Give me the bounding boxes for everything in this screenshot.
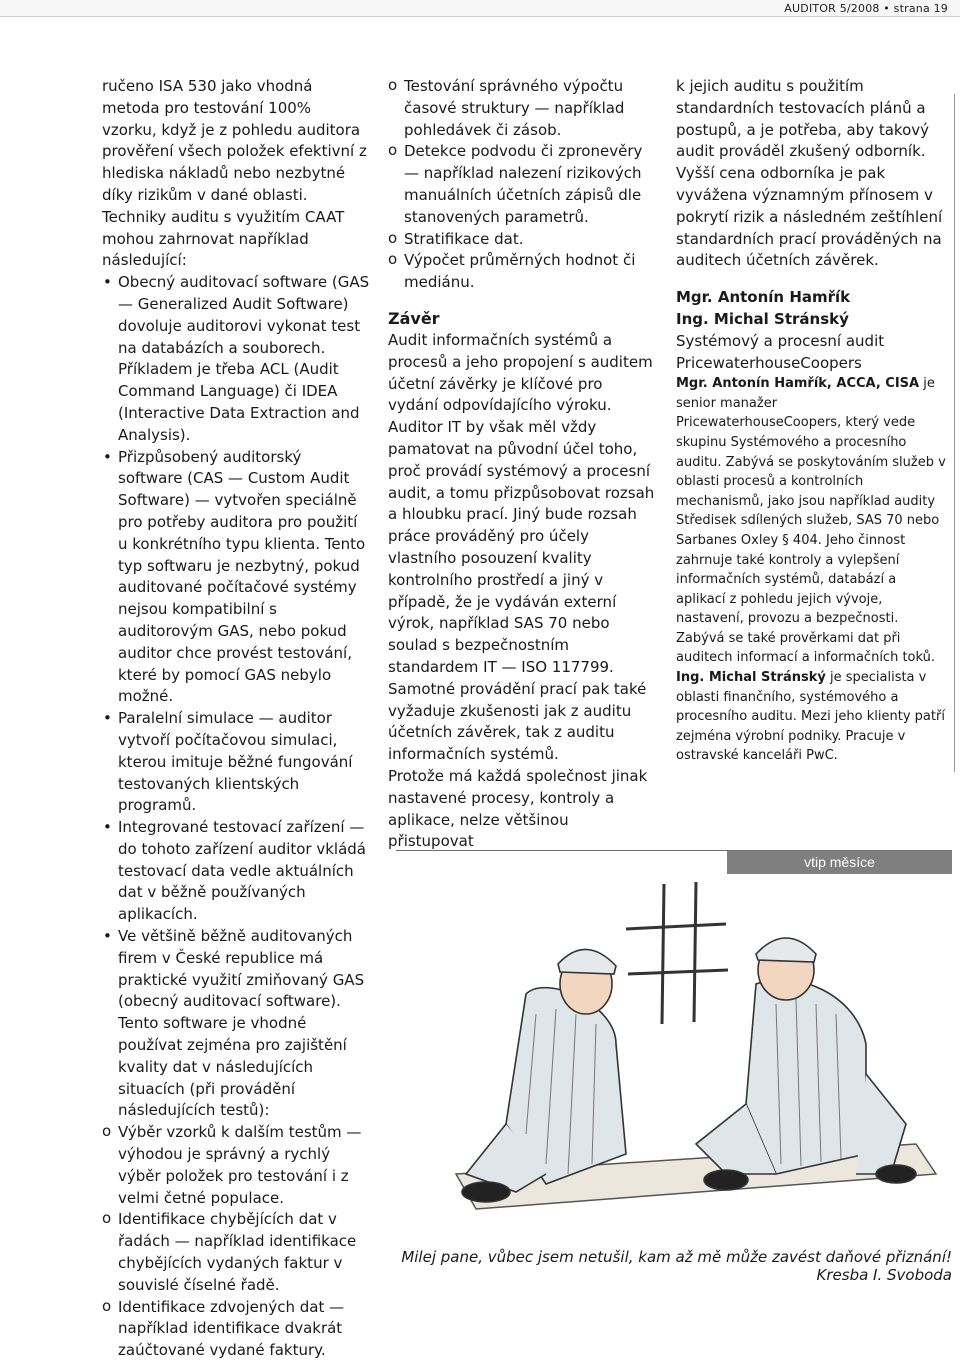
author-bio-1: [676, 374, 946, 668]
caat-bullet-list: [102, 272, 370, 1013]
affiliation-2: PricewaterhouseCoopers: [676, 354, 862, 373]
cartoon-label: vtip měsíce: [727, 851, 952, 874]
column-1: [102, 76, 370, 1362]
running-head: AUDITOR 5/2008 • strana 19: [784, 2, 948, 15]
gas-test-list: [102, 1122, 370, 1362]
sub-item: o Stratifikace dat.: [388, 229, 656, 251]
affiliation-1: Systémový a procesní audit: [676, 332, 885, 351]
gas-test-list-cont: [388, 76, 656, 294]
col1-intro: ručeno ISA 530 jako vhodná metoda pro testování 100% vzorku, když je z pohledu auditora prověření všech položek efektivní z hlediska nákladů nebo nezbytné díky rizikům v dané oblasti.: [102, 77, 367, 204]
author-bio-2: [676, 668, 946, 766]
sub-item: o Identifikace zdvojených dat — například identifikace dvakrát zaúčtované vydané faktury.: [102, 1297, 370, 1362]
sub-item: o Testování správného výpočtu časové struktury — například pohledávek či zásob.: [388, 76, 656, 141]
bullet-item: • Ve většině běžně auditovaných firem v České republice má praktické využití zmiňovaný GAS (obecný auditovací software).: [102, 926, 370, 1013]
column-divider: [954, 94, 955, 772]
sub-item: o Detekce podvodu či zpronevěry — například nalezení rizikových manuálních účetních zápisů dle stanovených parametrů.: [388, 141, 656, 228]
prisoner-right: [696, 938, 916, 1190]
column-2: [388, 76, 656, 853]
cartoon-caption: Milej pane, vůbec jsem netušil, kam až mě může zavést daňové přiznání!: [401, 1248, 952, 1266]
column-3: [676, 76, 946, 766]
col1-gas-use: Tento software je vhodné používat zejména pro zajištění kvality dat v následujících situacích (při provádění následujících testů):: [118, 1014, 347, 1120]
bio1-text: je senior manažer PricewaterhouseCoopers, který vede skupinu Systémového a procesního auditu. Zabývá se poskytováním služeb v oblasti procesů a kontrolních mechanismů, jako jsou například audity Středisek sdílených služeb, SAS 70 nebo Sarbanes Oxley § 404. Jeho činnost zahrnuje také kontroly a vylepšení informačních systémů, databází a aplikací z pohledu jejich vývoje, nastavení, provozu a bezpečnosti. Zabývá se také prověrkami dat při auditech informací a informačních toků.: [676, 376, 946, 666]
header-bar: [0, 0, 960, 17]
bullet-item: • Integrované testovací zařízení — do tohoto zařízení auditor vkládá testovací data vedle aktuálních dat v běžně používaných aplikacích.: [102, 817, 370, 926]
cartoon-credit: Kresba I. Svoboda: [816, 1266, 952, 1284]
signature-block: [676, 286, 946, 374]
bio2-text: je specialista v oblasti finančního, systémového a procesního auditu. Mezi jeho klienty patří zejména výrobní podniky. Pracuje v ostravské kanceláři PwC.: [676, 670, 945, 764]
sub-item: o Identifikace chybějících dat v řadách — například identifikace chybějících vydaných faktur v souvislé číselné řadě.: [102, 1209, 370, 1296]
author-2: Ing. Michal Stránský: [676, 310, 849, 329]
conclusion-heading: Závěr: [388, 308, 440, 328]
author-1: Mgr. Antonín Hamřík: [676, 288, 851, 307]
bullet-item: • Obecný auditovací software (GAS — Generalized Audit Software) dovoluje auditorovi vykonat test na databázích a souborech. Příkladem je třeba ACL (Audit Command Language) či IDEA (Interactive Data Extraction and Analysis).: [102, 272, 370, 446]
barred-window: [626, 882, 728, 1024]
sub-item: o Výběr vzorků k dalším testům — výhodou je správný a rychlý výběr položek pro testování i z velmi četné populace.: [102, 1122, 370, 1209]
bullet-item: • Paralelní simulace — auditor vytvoří počítačovou simulaci, kterou imituje běžné fungování testovaných klientských programů.: [102, 708, 370, 817]
sub-item: o Výpočet průměrných hodnot či mediánu.: [388, 250, 656, 294]
conclusion-text: Audit informačních systémů a procesů a jeho propojení s auditem účetní závěrky je klíčové pro vydání odpovídajícího výroku. Auditor IT by však měl vždy pamatovat na původní účel toho, proč provádí systémový a procesní audit, a tomu přizpůsobovat rozsah a hloubku prací. Jiný bude rozsah práce prováděný pro účely vlastního posouzení kvality kontrolního prostředí a jiný v případě, že je vydáván externí výrok, například SAS 70 nebo soulad s bezpečnostním standardem IT — ISO 117799. Samotné provádění prací pak také vyžaduje zkušenosti jak z auditu účetních závěrek, tak z auditu informačních systémů.: [388, 330, 655, 764]
conclusion-text-2: Protože má každá společnost jinak nastavené procesy, kontroly a aplikace, nelze většinou přistupovat: [388, 766, 648, 851]
bio2-name: Ing. Michal Stránský: [676, 670, 826, 686]
cartoon-illustration: [396, 874, 952, 1240]
col1-techniques: Techniky auditu s využitím CAAT mohou zahrnovat například následující:: [102, 207, 345, 270]
bio1-name: Mgr. Antonín Hamřík, ACCA, CISA: [676, 376, 920, 392]
bullet-item: • Přizpůsobený auditorský software (CAS — Custom Audit Software) — vytvořen speciálně pro potřeby auditora pro použití u konkrétního typu klienta. Tento typ softwaru je nezbytný, pokud auditované počítačové systémy nejsou kompatibilní s auditorovým GAS, nebo pokud auditor chce provést testování, které by pomocí GAS nebylo možné.: [102, 447, 370, 709]
col3-continuation: k jejich auditu s použitím standardních testovacích plánů a postupů, a je potřeba, aby takový audit prováděl zkušený odborník. Vyšší cena odborníka je pak vyvážena významným přínosem v pokrytí rizik a následném zeštíhlení standardních prací prováděných na auditech účetních závěrek.: [676, 77, 943, 270]
